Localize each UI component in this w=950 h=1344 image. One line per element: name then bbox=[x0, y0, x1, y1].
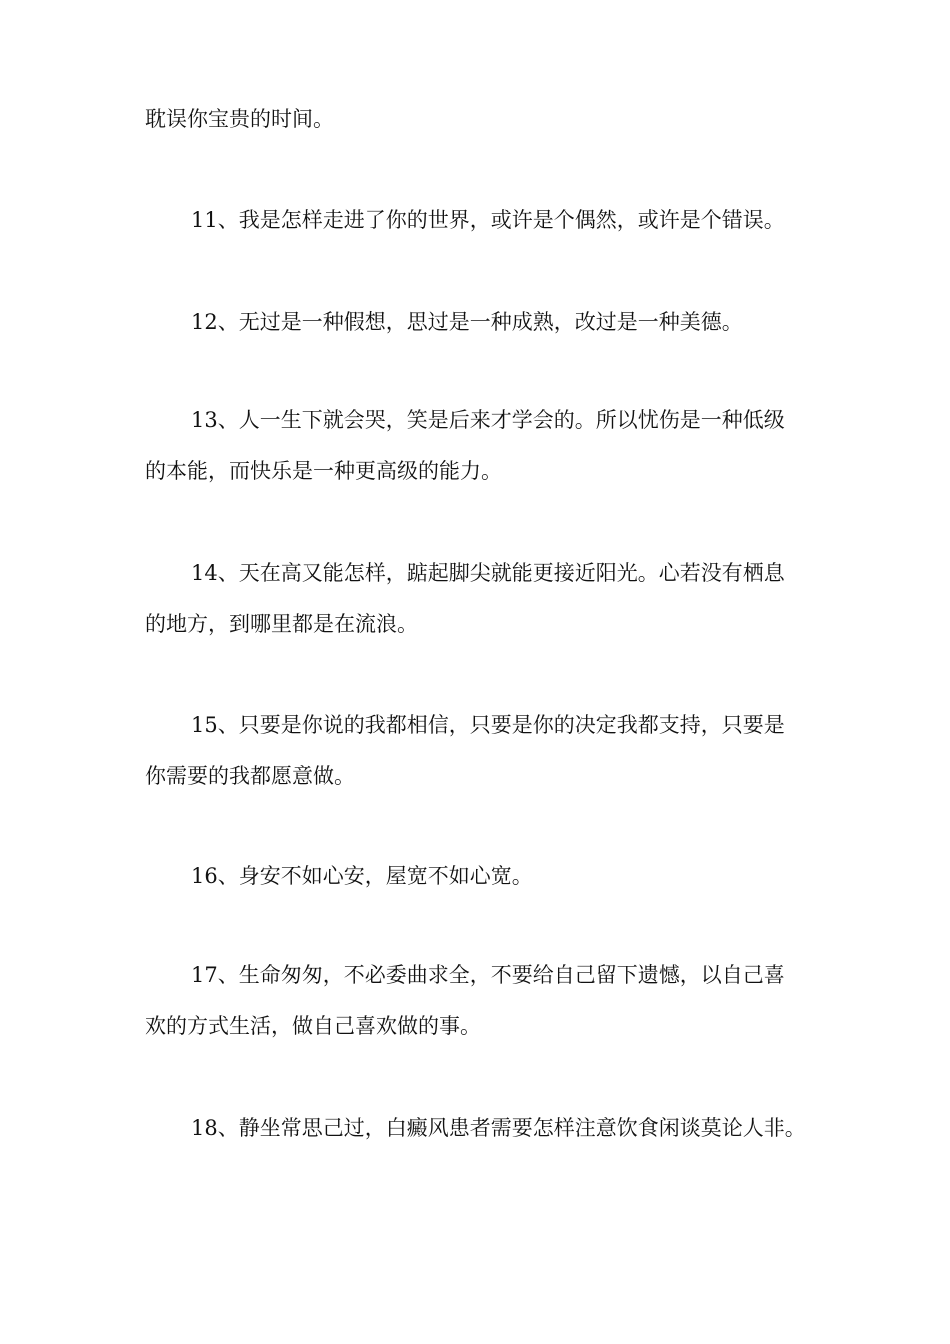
paragraph-line: 11、我是怎样走进了你的世界，或许是个偶然，或许是个错误。 bbox=[191, 208, 785, 232]
paragraph-line: 12、无过是一种假想，思过是一种成熟，改过是一种美德。 bbox=[191, 310, 743, 334]
paragraph-line: 18、静坐常思己过，白癜风患者需要怎样注意饮食闲谈莫论人非。 bbox=[191, 1116, 806, 1140]
paragraph-line: 15、只要是你说的我都相信，只要是你的决定我都支持，只要是 bbox=[191, 713, 785, 737]
paragraph-item-13 bbox=[145, 395, 817, 497]
paragraph-line: 你需要的我都愿意做。 bbox=[145, 764, 355, 788]
paragraph-item-14 bbox=[145, 548, 817, 650]
paragraph-line: 欢的方式生活，做自己喜欢做的事。 bbox=[145, 1014, 481, 1038]
paragraph-item-12 bbox=[145, 297, 817, 348]
paragraph-line: 17、生命匆匆，不必委曲求全，不要给自己留下遗憾，以自己喜 bbox=[191, 963, 785, 987]
paragraph-line: 13、人一生下就会哭，笑是后来才学会的。所以忧伤是一种低级 bbox=[191, 408, 785, 432]
paragraph-item-16 bbox=[145, 851, 817, 902]
paragraph-line: 耽误你宝贵的时间。 bbox=[145, 107, 334, 131]
paragraph-item-11 bbox=[145, 195, 817, 246]
paragraph-item-15 bbox=[145, 700, 817, 802]
paragraph-line: 的本能，而快乐是一种更高级的能力。 bbox=[145, 459, 502, 483]
paragraph-line: 的地方，到哪里都是在流浪。 bbox=[145, 612, 418, 636]
paragraph-item-17 bbox=[145, 950, 817, 1052]
paragraph-line: 14、天在高又能怎样，踮起脚尖就能更接近阳光。心若没有栖息 bbox=[191, 561, 785, 585]
paragraph-continuation bbox=[145, 94, 817, 145]
paragraph-item-18 bbox=[145, 1103, 817, 1154]
paragraph-line: 16、身安不如心安，屋宽不如心宽。 bbox=[191, 864, 533, 888]
